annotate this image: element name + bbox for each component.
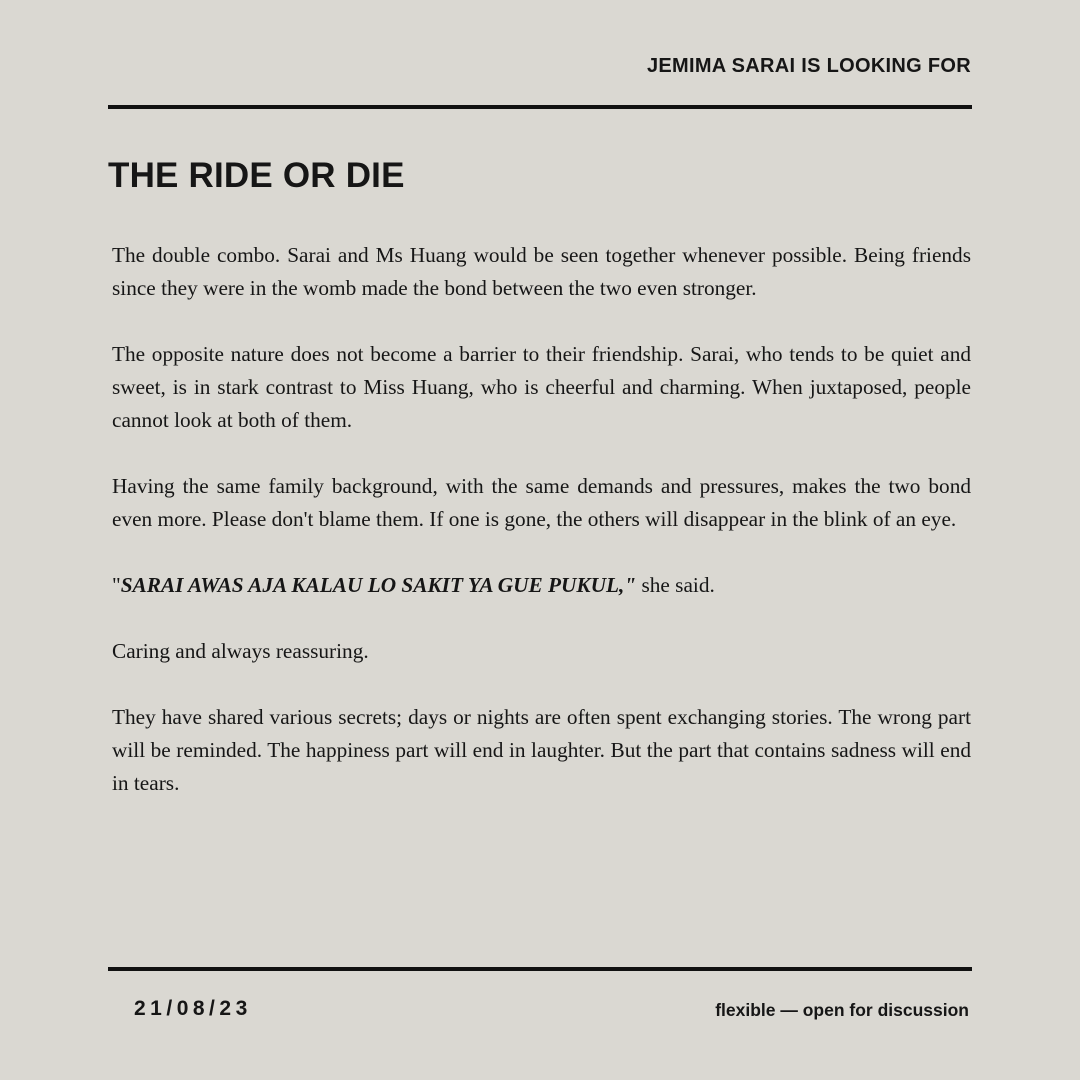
closing-paragraph: They have shared various secrets; days or nights are often spent exchanging stories. The wrong part will be reminded. The happiness part will end in laughter. But the part that contains sadness will end in tears. — [112, 705, 971, 795]
tagline: Caring and always reassuring. — [112, 639, 369, 663]
paragraph-1: The double combo. Sarai and Ms Huang would be seen together whenever possible. Being friends since they were in the womb made the bond between the two even stronger. — [112, 243, 971, 300]
paragraph-2: The opposite nature does not become a barrier to their friendship. Sarai, who tends to be quiet and sweet, is in stark contrast to Miss Huang, who is cheerful and charming. When juxtaposed, people cannot look at both of them. — [112, 342, 971, 432]
quote-line — [112, 569, 971, 602]
footer-date: 21/08/23 — [134, 997, 252, 1020]
paragraph-3: Having the same family background, with the same demands and pressures, makes the two bond even more. Please don't blame them. If one is gone, the others will disappear in the blink of an eye. — [112, 474, 971, 531]
quote-attribution: she said. — [636, 573, 715, 597]
quote-open-mark: " — [112, 573, 121, 597]
header-label: JEMIMA SARAI IS LOOKING FOR — [646, 55, 971, 77]
bottom-divider — [108, 967, 972, 971]
quote-text: SARAI AWAS AJA KALAU LO SAKIT YA GUE PUKUL," — [120, 573, 637, 597]
page-title: THE RIDE OR DIE — [108, 156, 405, 195]
footer-note: flexible — open for discussion — [715, 1000, 969, 1020]
body-text — [112, 239, 971, 833]
top-divider — [108, 105, 972, 109]
